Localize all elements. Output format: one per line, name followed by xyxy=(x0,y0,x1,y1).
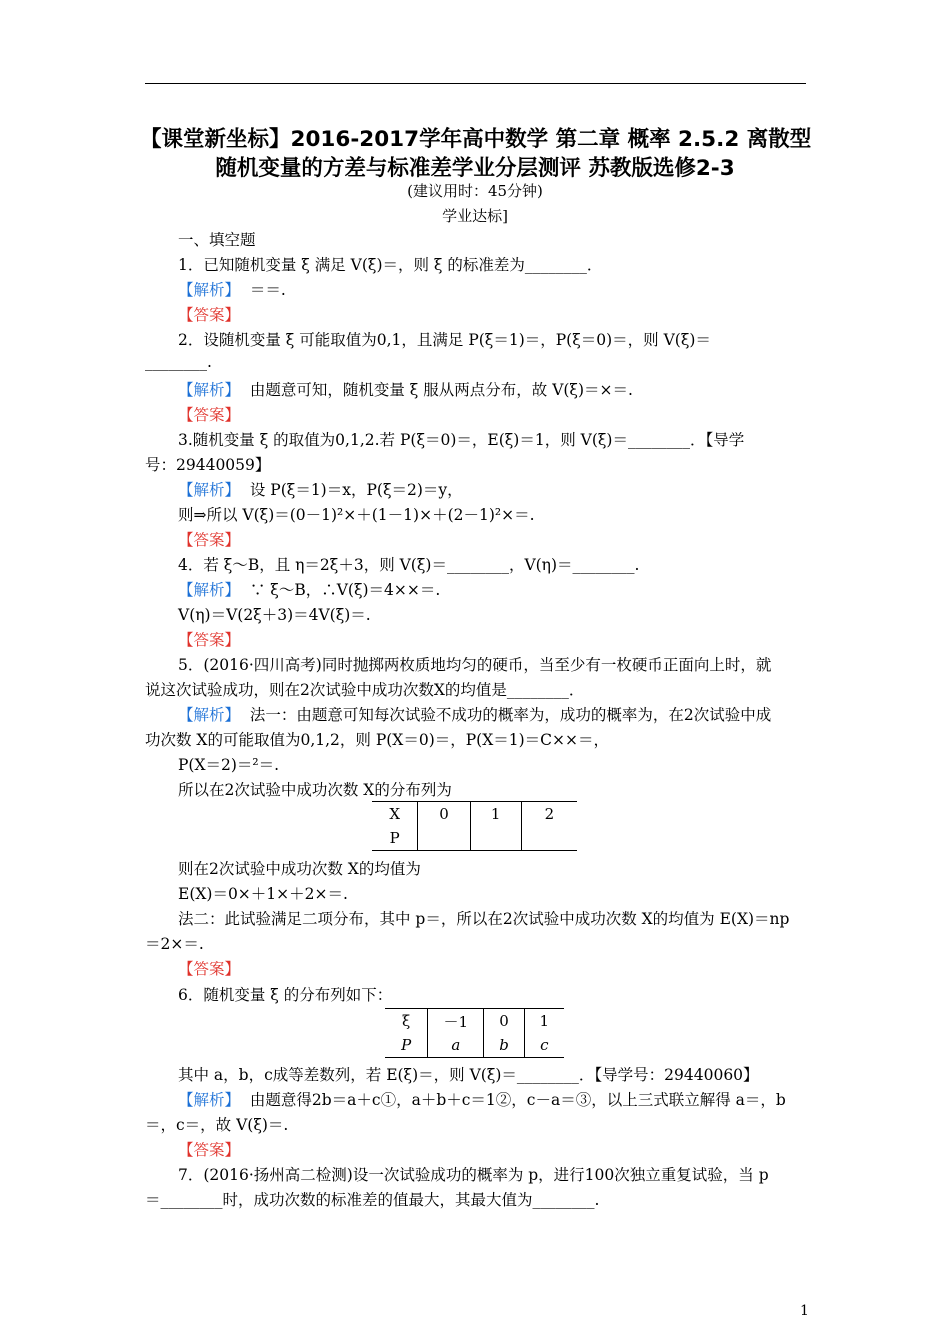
q7-text-cont: ＝________时，成功次数的标准差的值最大，其最大值为________. xyxy=(145,1191,600,1209)
q4-answer-label: 【答案】 xyxy=(178,631,241,649)
header-rule xyxy=(145,83,806,84)
q5-analysis-c: P(X＝2)＝²＝. xyxy=(178,756,280,774)
q5-analysis-b: 功次数 X的可能取值为0,1,2，则 P(X＝0)＝，P(X＝1)＝C××＝， xyxy=(145,731,610,749)
section-fill-heading: 一、填空题 xyxy=(178,231,256,249)
q4-analysis-cont: V(η)＝V(2ξ＋3)＝4V(ξ)＝. xyxy=(178,606,371,624)
q1-text: 1．已知随机变量 ξ 满足 V(ξ)＝，则 ξ 的标准差为________． xyxy=(178,256,603,274)
q3-text: 3.随机变量 ξ 的取值为0,1,2.若 P(ξ＝0)＝，E(ξ)＝1，则 V(ξ)＝________．【导学 xyxy=(178,431,745,449)
page-number: 1 xyxy=(800,1303,809,1319)
q4-text: 4．若 ξ～B，且 η＝2ξ＋3，则 V(ξ)＝________，V(η)＝________. xyxy=(178,556,640,574)
section-level: 学业达标] xyxy=(442,207,508,225)
q5-analysis-text: 法一：由题意可知每次试验不成功的概率为，成功的概率为，在2次试验中成 xyxy=(249,706,772,724)
analysis-label: 【解析】 xyxy=(178,581,241,599)
q1-analysis-text: ＝＝. xyxy=(249,281,286,299)
q3-text-cont: 号：29440059】 xyxy=(145,456,271,474)
analysis-label: 【解析】 xyxy=(178,1091,241,1109)
q5-analysis-g: 法二：此试验满足二项分布，其中 p＝，所以在2次试验中成功次数 X的均值为 E(X)＝np xyxy=(178,910,790,928)
table-cell xyxy=(470,826,521,851)
doc-title-line2: 随机变量的方差与标准差学业分层测评 苏教版选修2-3 xyxy=(215,156,735,181)
q2-analysis-text: 由题意可知，随机变量 ξ 服从两点分布，故 V(ξ)＝×＝. xyxy=(249,381,633,399)
suggested-time: (建议用时：45分钟) xyxy=(407,182,543,200)
q7-text: 7．(2016·扬州高二检测)设一次试验成功的概率为 p，进行100次独立重复试验，当 p xyxy=(178,1166,769,1184)
table-cell: c xyxy=(524,1033,564,1058)
q6-answer-label: 【答案】 xyxy=(178,1141,241,1159)
q5-analysis xyxy=(178,703,771,725)
q5-analysis-f: E(X)＝0×＋1×＋2×＝. xyxy=(178,885,348,903)
analysis-label: 【解析】 xyxy=(178,481,241,499)
q5-text-cont: 说这次试验成功，则在2次试验中成功次数X的均值是________． xyxy=(145,681,585,699)
table-cell: 2 xyxy=(521,802,577,827)
q1-answer-label: 【答案】 xyxy=(178,306,241,324)
table-cell: X xyxy=(372,802,418,827)
table-cell: －1 xyxy=(428,1009,484,1034)
doc-title-line1: 【课堂新坐标】2016-2017学年高中数学 第二章 概率 2.5.2 离散型 xyxy=(140,127,812,152)
table-cell: 0 xyxy=(484,1009,524,1034)
q5-analysis-e: 则在2次试验中成功次数 X的均值为 xyxy=(178,860,421,878)
table-cell: 1 xyxy=(470,802,521,827)
q2-answer-label: 【答案】 xyxy=(178,406,241,424)
q6-text-cont: 其中 a，b，c成等差数列，若 E(ξ)＝，则 V(ξ)＝________．【导学号：29440060】 xyxy=(178,1066,759,1084)
q4-analysis xyxy=(178,578,440,600)
table-cell: a xyxy=(428,1033,484,1058)
q1-analysis xyxy=(178,278,286,300)
table-cell: P xyxy=(372,826,418,851)
q3-analysis-cont: 则⇒所以 V(ξ)＝(0－1)²×＋(1－1)×＋(2－1)²×＝. xyxy=(178,506,535,524)
table-cell: ξ xyxy=(385,1009,428,1034)
table-cell: 0 xyxy=(418,802,470,827)
q5-answer-label: 【答案】 xyxy=(178,960,241,978)
table-cell xyxy=(521,826,577,851)
analysis-label: 【解析】 xyxy=(178,281,241,299)
q3-analysis xyxy=(178,478,463,500)
q6-analysis xyxy=(178,1088,786,1110)
q2-text-cont: ________. xyxy=(145,353,212,371)
q2-text: 2．设随机变量 ξ 可能取值为0,1，且满足 P(ξ＝1)＝，P(ξ＝0)＝，则 V(ξ)＝ xyxy=(178,331,711,349)
table-cell: b xyxy=(484,1033,524,1058)
table-cell xyxy=(418,826,470,851)
table-cell: 1 xyxy=(524,1009,564,1034)
q5-distribution-table xyxy=(372,801,577,851)
q3-analysis-text: 设 P(ξ＝1)＝x，P(ξ＝2)＝y， xyxy=(249,481,463,499)
q6-text: 6．随机变量 ξ 的分布列如下： xyxy=(178,986,393,1004)
q5-analysis-d: 所以在2次试验中成功次数 X的分布列为 xyxy=(178,781,452,799)
analysis-label: 【解析】 xyxy=(178,706,241,724)
q5-text: 5．(2016·四川高考)同时抛掷两枚质地均匀的硬币，当至少有一枚硬币正面向上时，就 xyxy=(178,656,772,674)
q4-analysis-text: ∵ ξ～B，∴V(ξ)＝4××＝. xyxy=(249,581,441,599)
q5-analysis-h: ＝2×＝. xyxy=(145,935,204,953)
q2-analysis xyxy=(178,378,633,400)
q6-analysis-text: 由题意得2b＝a＋c①，a＋b＋c＝1②，c－a＝③，以上三式联立解得 a＝，b xyxy=(249,1091,786,1109)
q6-distribution-table xyxy=(385,1008,564,1058)
analysis-label: 【解析】 xyxy=(178,381,241,399)
table-cell: P xyxy=(385,1033,428,1058)
q3-answer-label: 【答案】 xyxy=(178,531,241,549)
q6-analysis-cont: ＝，c＝，故 V(ξ)＝. xyxy=(145,1116,289,1134)
